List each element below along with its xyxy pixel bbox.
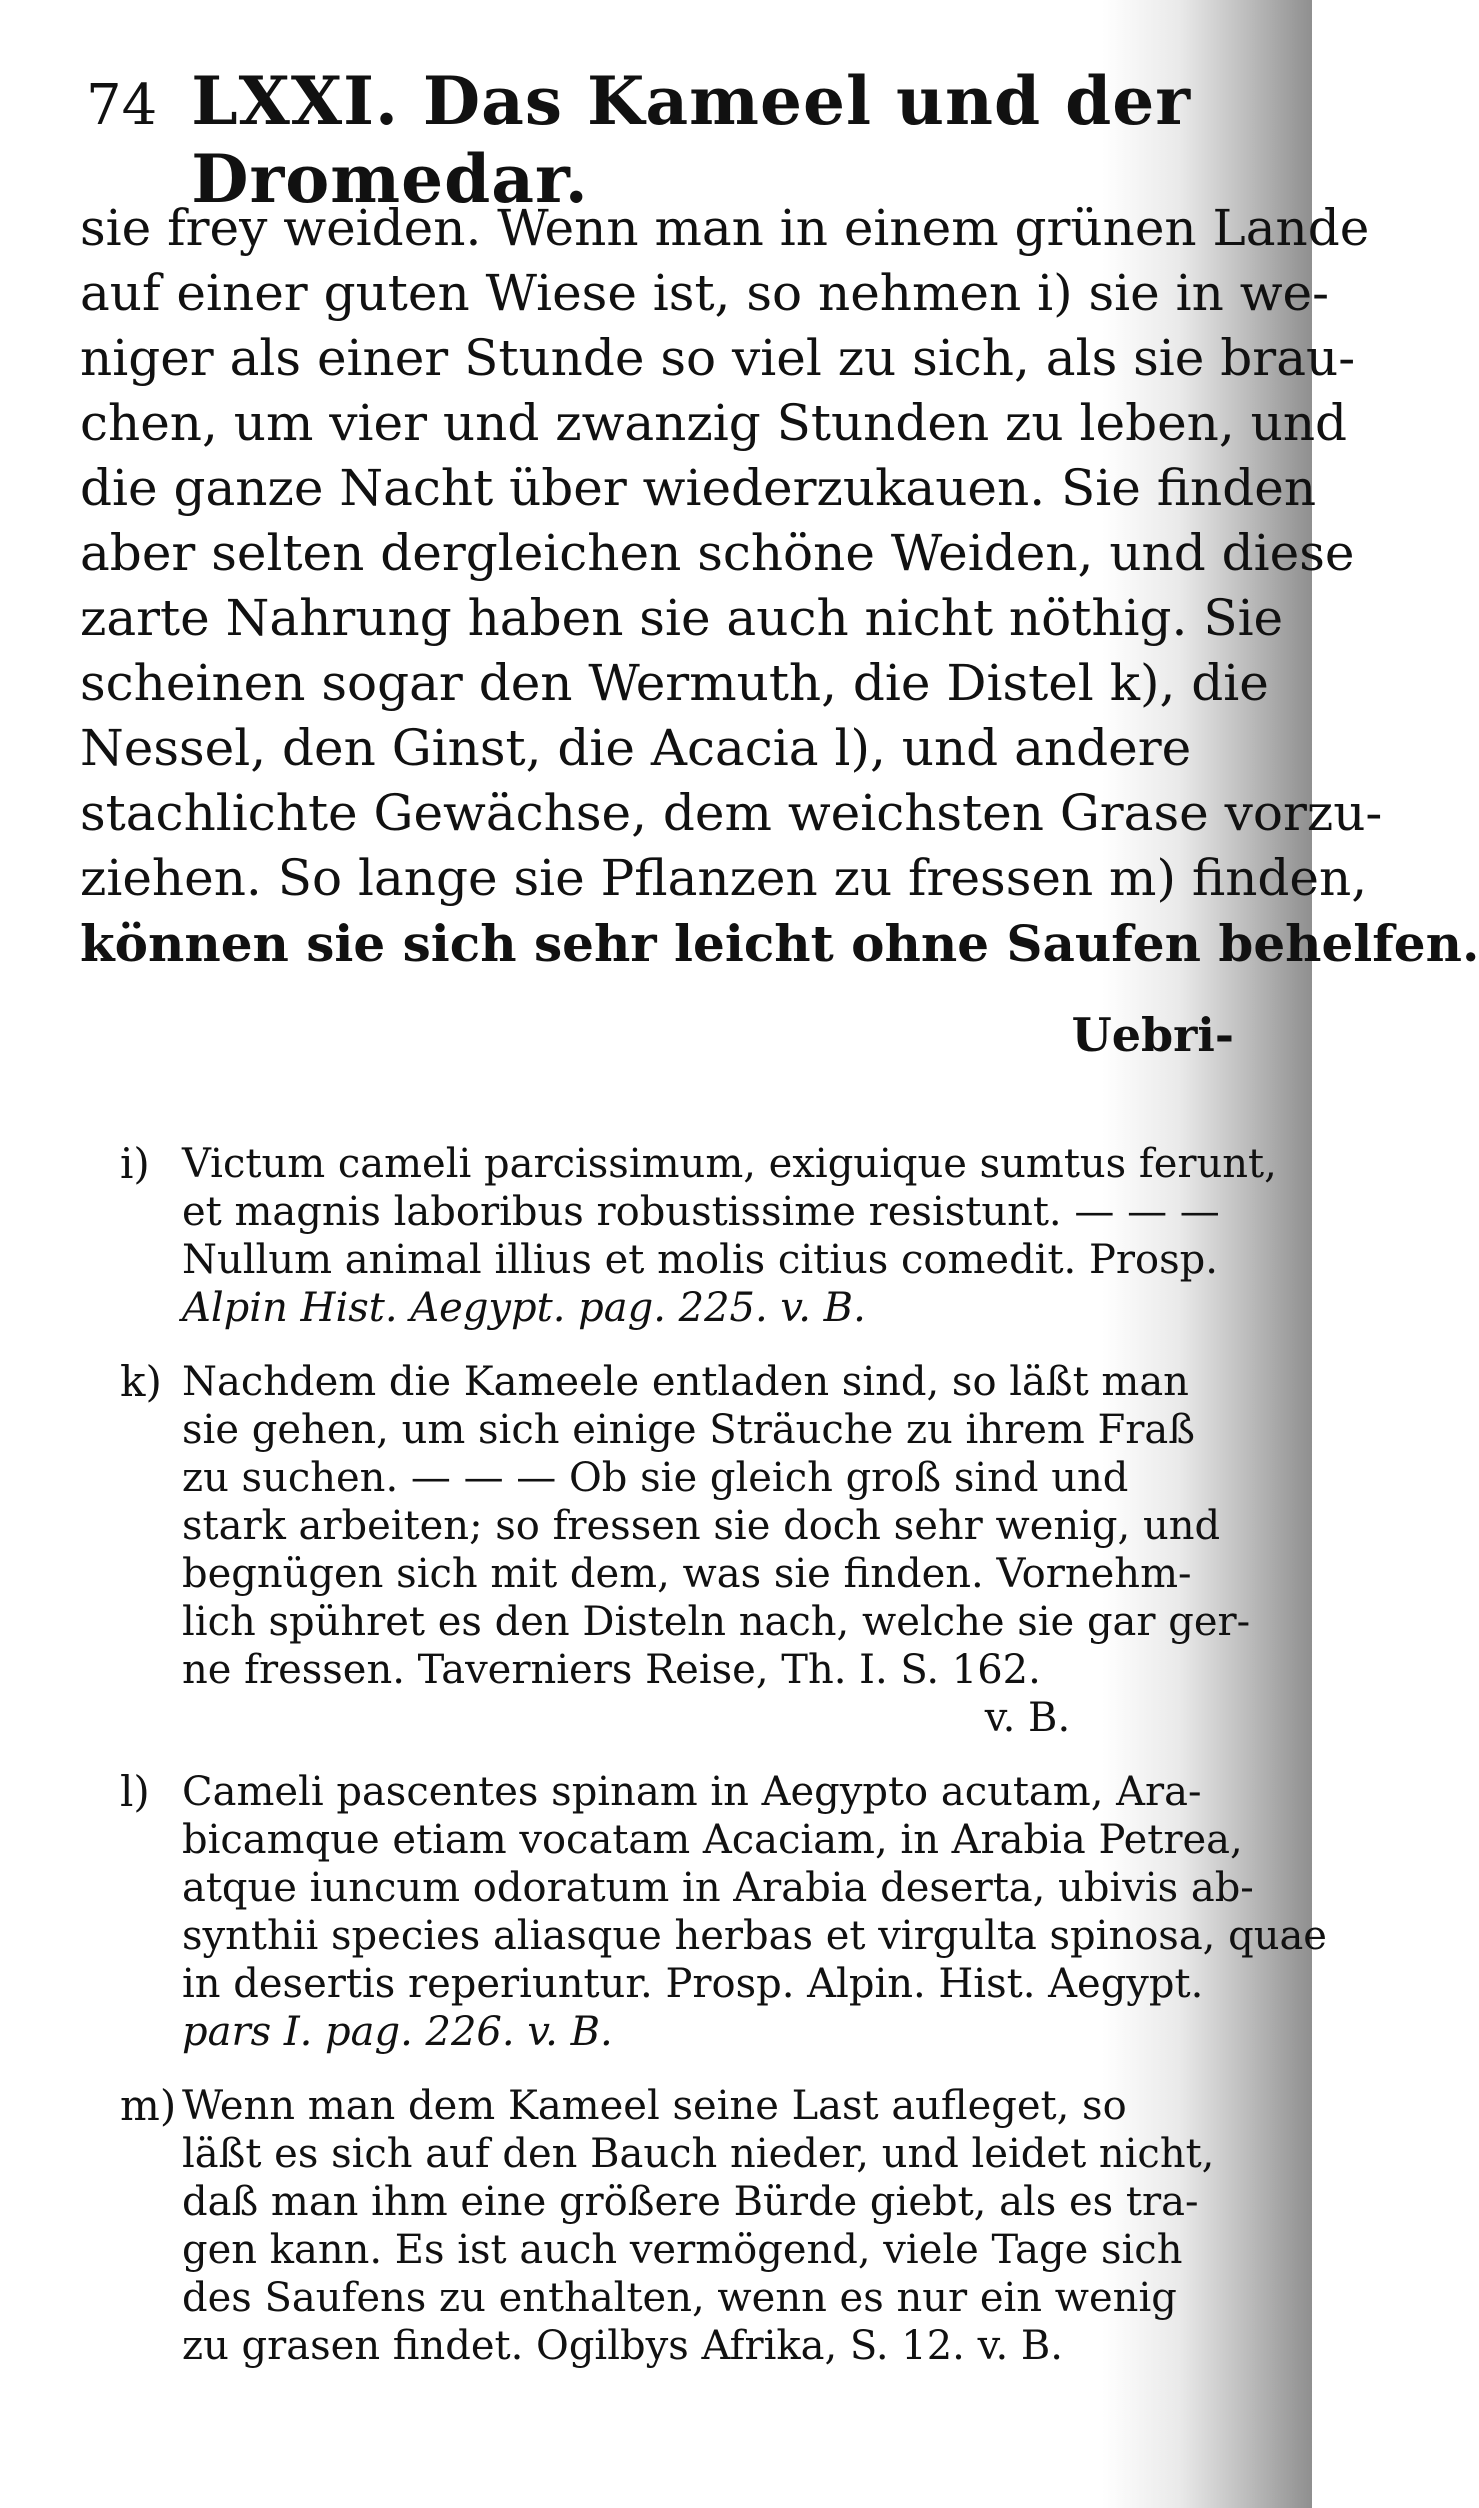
footnote-line: daß man ihm eine größere Bürde giebt, als es tra-	[182, 2179, 1199, 2225]
footnote-line: Nachdem die Kameele entladen sind, so läßt man	[182, 1359, 1189, 1405]
footnote-citation: Alpin Hist. Aegypt. pag. 225. v. B.	[182, 1285, 866, 1331]
footnote-line: atque iuncum odoratum in Arabia deserta, ubivis ab-	[182, 1865, 1254, 1911]
footnote-marker: l)	[120, 1767, 150, 1816]
text-line: sie frey weiden. Wenn man in einem grünen Lande	[80, 199, 1370, 257]
footnote-line: synthii species aliasque herbas et virgulta spinosa, quae	[182, 1913, 1327, 1959]
main-text	[80, 196, 1479, 976]
footnote-line: stark arbeiten; so fressen sie doch sehr wenig, und	[182, 1503, 1221, 1549]
footnote-k	[120, 1358, 1250, 1742]
footnote-line: Wenn man dem Kameel seine Last aufleget, so	[182, 2083, 1127, 2129]
page-number: 74	[86, 73, 158, 138]
footnote-line: sie gehen, um sich einige Sträuche zu ihrem Fraß	[182, 1407, 1195, 1453]
footnote-line: bicamque etiam vocatam Acaciam, in Arabia Petrea,	[182, 1817, 1243, 1863]
footnote-i	[120, 1139, 1277, 1332]
footnote-line	[182, 2008, 1327, 2056]
text-line: auf einer guten Wiese ist, so nehmen i) sie in we-	[80, 264, 1329, 322]
text-line: zarte Nahrung haben sie auch nicht nöthig. Sie	[80, 589, 1284, 647]
text-line: scheinen sogar den Wermuth, die Distel k), die	[80, 654, 1269, 712]
footnote-m	[120, 2082, 1250, 2370]
footnote-line: läßt es sich auf den Bauch nieder, und leidet nicht,	[182, 2131, 1215, 2177]
text-line: niger als einer Stunde so viel zu sich, als sie brau-	[80, 329, 1356, 387]
footnote-line: begnügen sich mit dem, was sie finden. Vornehm-	[182, 1551, 1192, 1597]
footnote-line: in desertis reperiuntur. Prosp. Alpin. Hist. Aegypt.	[182, 1961, 1204, 2007]
footnote-marker: i)	[120, 1139, 150, 1188]
footnote-line: Nullum animal illius et molis citius comedit. Prosp.	[182, 1237, 1218, 1283]
text-line: Nessel, den Ginst, die Acacia l), und andere	[80, 719, 1192, 777]
footnote-citation: pars I. pag. 226. v. B.	[182, 2009, 613, 2055]
text-line: die ganze Nacht über wiederzukauen. Sie finden	[80, 459, 1317, 517]
footnote-line: gen kann. Es ist auch vermögend, viele Tage sich	[182, 2227, 1183, 2273]
running-head: LXXI. Das Kameel und der Dromedar.	[191, 62, 1192, 218]
footnote-line: et magnis laboribus robustissime resistunt. — — —	[182, 1189, 1220, 1235]
text-line: können sie sich sehr leicht ohne Saufen behelfen.	[80, 914, 1479, 973]
footnote-line: zu grasen findet. Ogilbys Afrika, S. 12. v. B.	[182, 2323, 1063, 2369]
catchword: Uebri-	[1071, 1008, 1234, 1062]
footnote-line: lich spühret es den Disteln nach, welche sie gar ger-	[182, 1599, 1251, 1645]
page-header	[86, 62, 1246, 218]
footnote-line: Cameli pascentes spinam in Aegypto acutam, Ara-	[182, 1769, 1202, 1815]
footnote-l	[120, 1767, 1327, 2056]
footnotes	[120, 1139, 1327, 2396]
footnote-marker: m)	[120, 2081, 177, 2130]
footnote-line: ne fressen. Taverniers Reise, Th. I. S. 162.	[182, 1647, 1041, 1693]
footnote-line: des Saufens zu enthalten, wenn es nur ein wenig	[182, 2275, 1177, 2321]
text-line: aber selten dergleichen schöne Weiden, und diese	[80, 524, 1355, 582]
footnote-line: Victum cameli parcissimum, exiguique sumtus ferunt,	[182, 1141, 1277, 1187]
text-line: ziehen. So lange sie Pflanzen zu fressen m) finden,	[80, 849, 1368, 907]
footnote-line	[182, 1284, 1277, 1332]
footnote-signature: v. B.	[984, 1695, 1071, 1741]
footnote-line: zu suchen. — — — Ob sie gleich groß sind und	[182, 1455, 1129, 1501]
text-line: stachlichte Gewächse, dem weichsten Grase vorzu-	[80, 784, 1383, 842]
text-line: chen, um vier und zwanzig Stunden zu leben, und	[80, 394, 1348, 452]
footnote-marker: k)	[120, 1357, 162, 1406]
